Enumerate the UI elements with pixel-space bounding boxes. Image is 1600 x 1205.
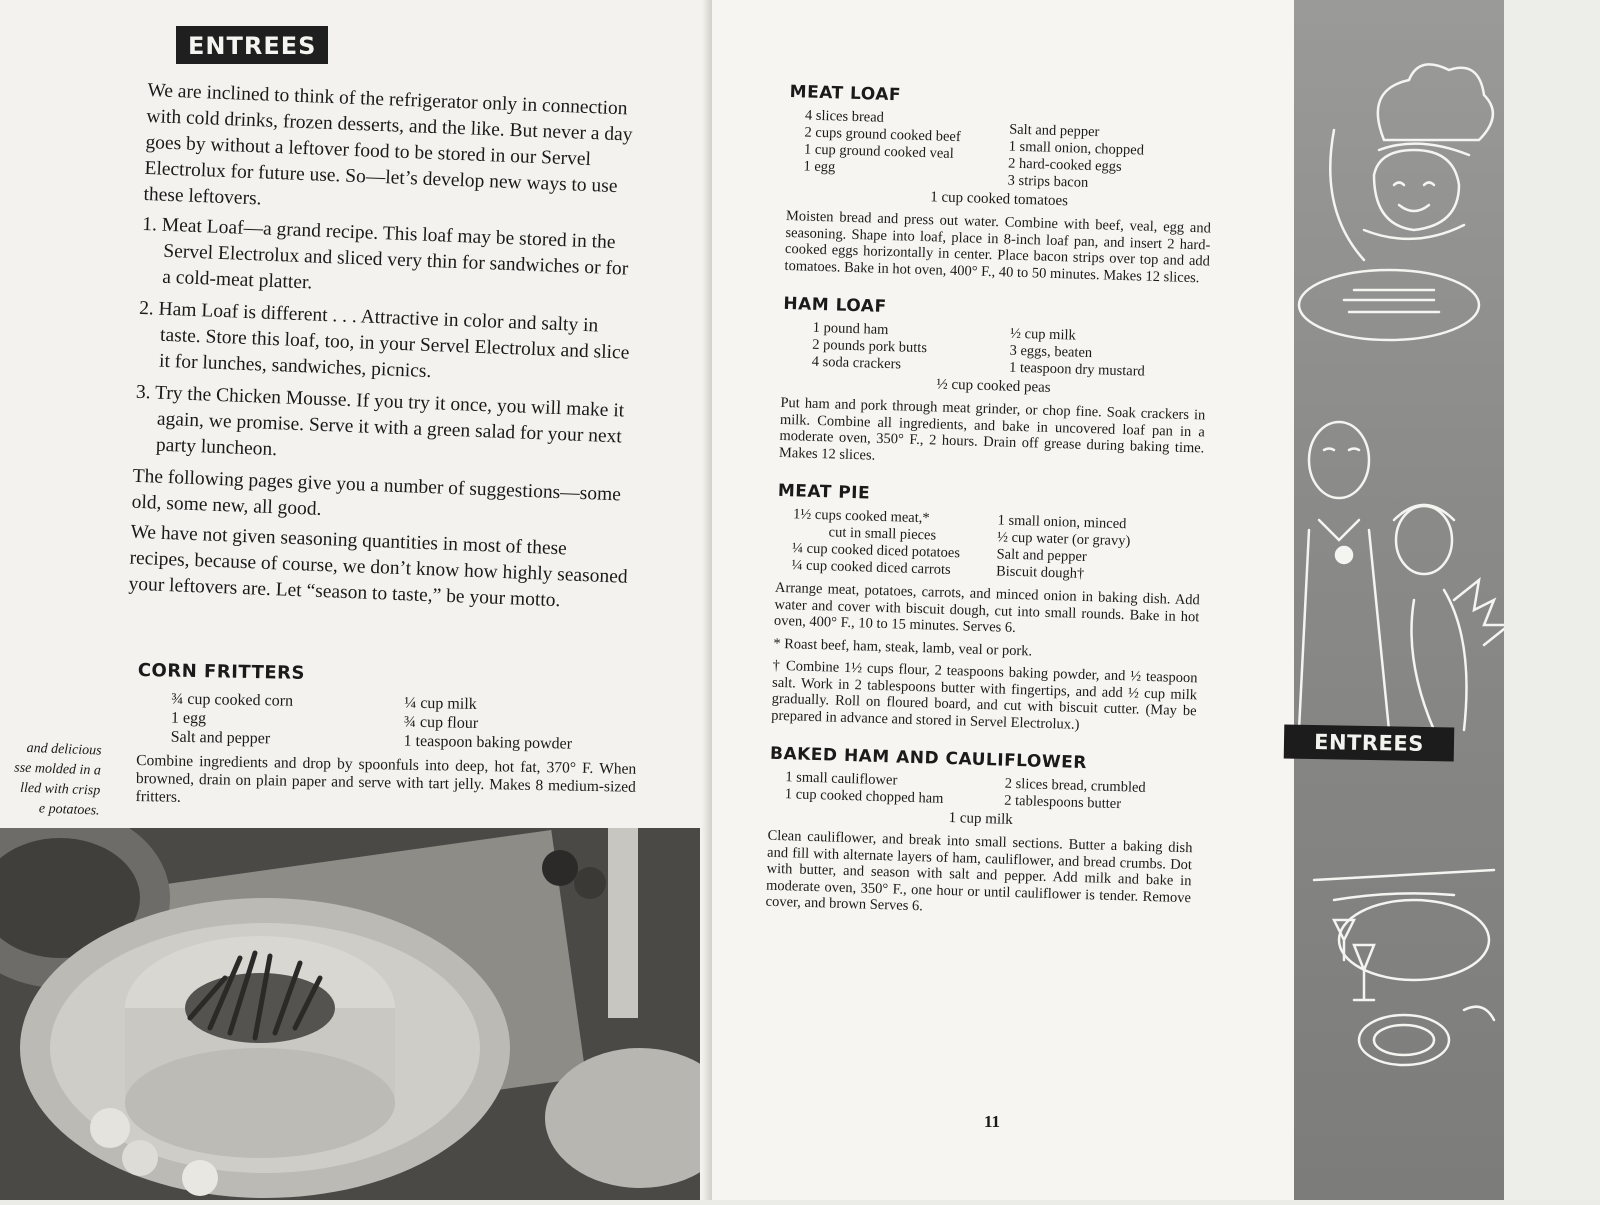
photo-caption [0, 738, 102, 822]
caption-line: sse molded in a [13, 760, 102, 779]
ingredient: ½ cup water (or gravy) [996, 529, 1131, 550]
ingredient: ½ cup milk [1009, 325, 1076, 344]
background-surface [1504, 0, 1600, 1200]
footnote: † Combine 1½ cups flour, 2 teaspoons baking powder, and ½ teaspoon salt. Work in 2 tablespoons butter with fingertips, and add ½ cup milk gradually. Roll on floured board, and cut with biscuit cutter. (May be prepared in advance and stored in Servel Electrolux.) [770, 657, 1198, 733]
ingredient: 2 slices bread, crumbled [1004, 775, 1146, 796]
list-item: 3. Try the Chicken Mousse. If you try it once, you will make it again, we promise. Serve it with a green salad for your next party luncheon. [135, 381, 625, 461]
ingredients [775, 506, 1202, 587]
ingredient: 2 hard-cooked eggs [1007, 155, 1122, 175]
section-header: ENTREES [176, 26, 328, 64]
ingredient: Salt and pepper [996, 546, 1087, 566]
seasoning-paragraph: We have not given seasoning quantities in most of these recipes, because of course, we don’t know how highly seasoned your leftovers are. Let “season to taste,” be your motto. [128, 521, 628, 612]
ingredient: ¾ cup flour [403, 713, 479, 732]
recipe-corn-fritters [135, 660, 637, 815]
recipe-baked-ham [765, 744, 1195, 923]
ingredient: 3 strips bacon [1007, 172, 1089, 191]
recipe-method: Arrange meat, potatoes, carrots, and minced onion in baking dish. Add water and cover with biscuit dough, cut into small rounds. Bake in hot oven, 400° F., 10 to 15 minutes. Serves 6. [773, 579, 1201, 636]
footnote: * Roast beef, ham, steak, lamb, veal or pork. [773, 635, 1033, 659]
mousse-photo-illustration [0, 828, 700, 1200]
ingredient: 2 cups ground cooked beef [804, 124, 961, 146]
ingredient: ¼ cup cooked diced potatoes [791, 540, 961, 562]
ingredient: 3 eggs, beaten [1009, 342, 1093, 362]
ingredient: 1 small onion, minced [997, 512, 1127, 533]
side-panel [1294, 0, 1504, 1200]
ingredient: 1½ cups cooked meat,* [792, 506, 930, 527]
food-photo [0, 828, 700, 1200]
left-page [0, 0, 712, 1200]
recipe-meat-loaf [784, 82, 1215, 287]
caption-line: lled with crisp [19, 780, 101, 799]
ingredient: ¼ cup cooked diced carrots [791, 557, 951, 578]
list-item: 2. Ham Loaf is different . . . Attractive in color and salty in taste. Store this loaf, too, in your Servel Electrolux and slice it for lunches, sandwiches, picnics. [138, 297, 630, 383]
waiter-couple-illustration-icon [1299, 422, 1504, 730]
ingredient: 1 pound ham [812, 319, 889, 339]
intro-paragraph: We are inclined to think of the refrigerator only in connection with cold drinks, frozen desserts, and the like. But never a day goes by without a leftover food to be stored in our Servel Electrolux for future use. So—let’s develop new ways to use these leftovers. [143, 79, 633, 210]
ingredients [136, 689, 637, 755]
ingredient: cut in small pieces [828, 524, 937, 544]
ingredient: Salt and pepper [1008, 121, 1100, 141]
ingredient: 1 cup cooked chopped ham [784, 786, 944, 807]
ingredient: 4 soda crackers [811, 353, 902, 373]
chef-illustration-icon [1299, 64, 1493, 340]
ingredient: 4 slices bread [804, 107, 885, 126]
ingredient: 1 cup cooked tomatoes [929, 189, 1069, 210]
ingredient: 1 cup ground cooked veal [803, 141, 954, 162]
ingredient: ¾ cup cooked corn [171, 690, 294, 710]
recipes-column [765, 82, 1215, 943]
ingredient: 1 teaspoon dry mustard [1008, 359, 1146, 380]
ingredient: 1 small cauliflower [785, 769, 898, 789]
ingredients [787, 107, 1214, 196]
recipe-method: Combine ingredients and drop by spoonfuls into deep, hot fat, 370° F. When browned, drain on plain paper and serve with tart jelly. Makes 8 medium-sized fritters. [135, 751, 637, 806]
ingredient: 1 teaspoon baking powder [403, 732, 573, 753]
intro-text [128, 78, 648, 621]
ingredient: ½ cup cooked peas [936, 376, 1051, 396]
recipe-title: MEAT LOAF [789, 82, 902, 106]
illustration-panel [1294, 0, 1504, 1200]
recipe-title: HAM LOAF [783, 293, 887, 317]
page-number: 11 [984, 1112, 1001, 1131]
recipe-method: Put ham and pork through meat grinder, or chop fine. Soak crackers in milk. Combine all ingredients, and bake in uncovered loaf pan in a moderate oven, 350° F., 2 hours. Drain off grease during baking time. Makes 12 slices. [778, 394, 1206, 464]
ingredient: 2 tablespoons butter [1004, 792, 1122, 813]
ingredient: 1 egg [170, 709, 207, 728]
recipe-title: BAKED HAM AND CAULIFLOWER [769, 743, 1088, 774]
suggestions-paragraph: The following pages give you a number of suggestions—some old, some new, all good. [131, 465, 622, 520]
ingredient: ¼ cup milk [404, 694, 477, 713]
table-setting-illustration-icon [1314, 870, 1494, 1065]
section-tab[interactable]: ENTREES [1284, 725, 1455, 762]
caption-line: e potatoes. [38, 801, 100, 819]
ingredient: Biscuit dough† [995, 563, 1085, 582]
ingredient: 1 cup milk [948, 810, 1014, 828]
ingredient: 1 egg [803, 158, 836, 176]
ingredient: 2 pounds pork butts [811, 336, 928, 357]
recipe-ham-loaf [779, 294, 1209, 474]
recipe-title: MEAT PIE [777, 480, 871, 504]
recipe-title: CORN FRITTERS [137, 660, 306, 684]
recipe-meat-pie [771, 481, 1203, 737]
recipe-method: Clean cauliflower, and break into small sections. Butter a baking dish and fill with alternate layers of ham, cauliflower, and bread crumbs. Dot with butter, and season with salt and pepper. Add milk and bake in moderate oven, 350° F., one hour or until cauliflower is tender. Remove cover, and brown Serves 6. [765, 827, 1193, 915]
recipe-method: Moisten bread and press out water. Combine with beef, veal, egg and seasoning. Shape into loaf, place in 8-inch loaf pan, and insert 2 hard-cooked eggs horizontally in center. Place bacon strips over top and add tomatoes. Bake in hot oven, 400° F., 40 to 50 minutes. Makes 12 slices. [784, 207, 1212, 286]
ingredient: Salt and pepper [170, 728, 271, 748]
list-item: 1. Meat Loaf—a grand recipe. This loaf may be stored in the Servel Electrolux and sliced very thin for sandwiches or for a cold-meat platter. [141, 213, 629, 294]
ingredient: 1 small onion, chopped [1008, 138, 1145, 159]
caption-line: and delicious [26, 740, 102, 759]
